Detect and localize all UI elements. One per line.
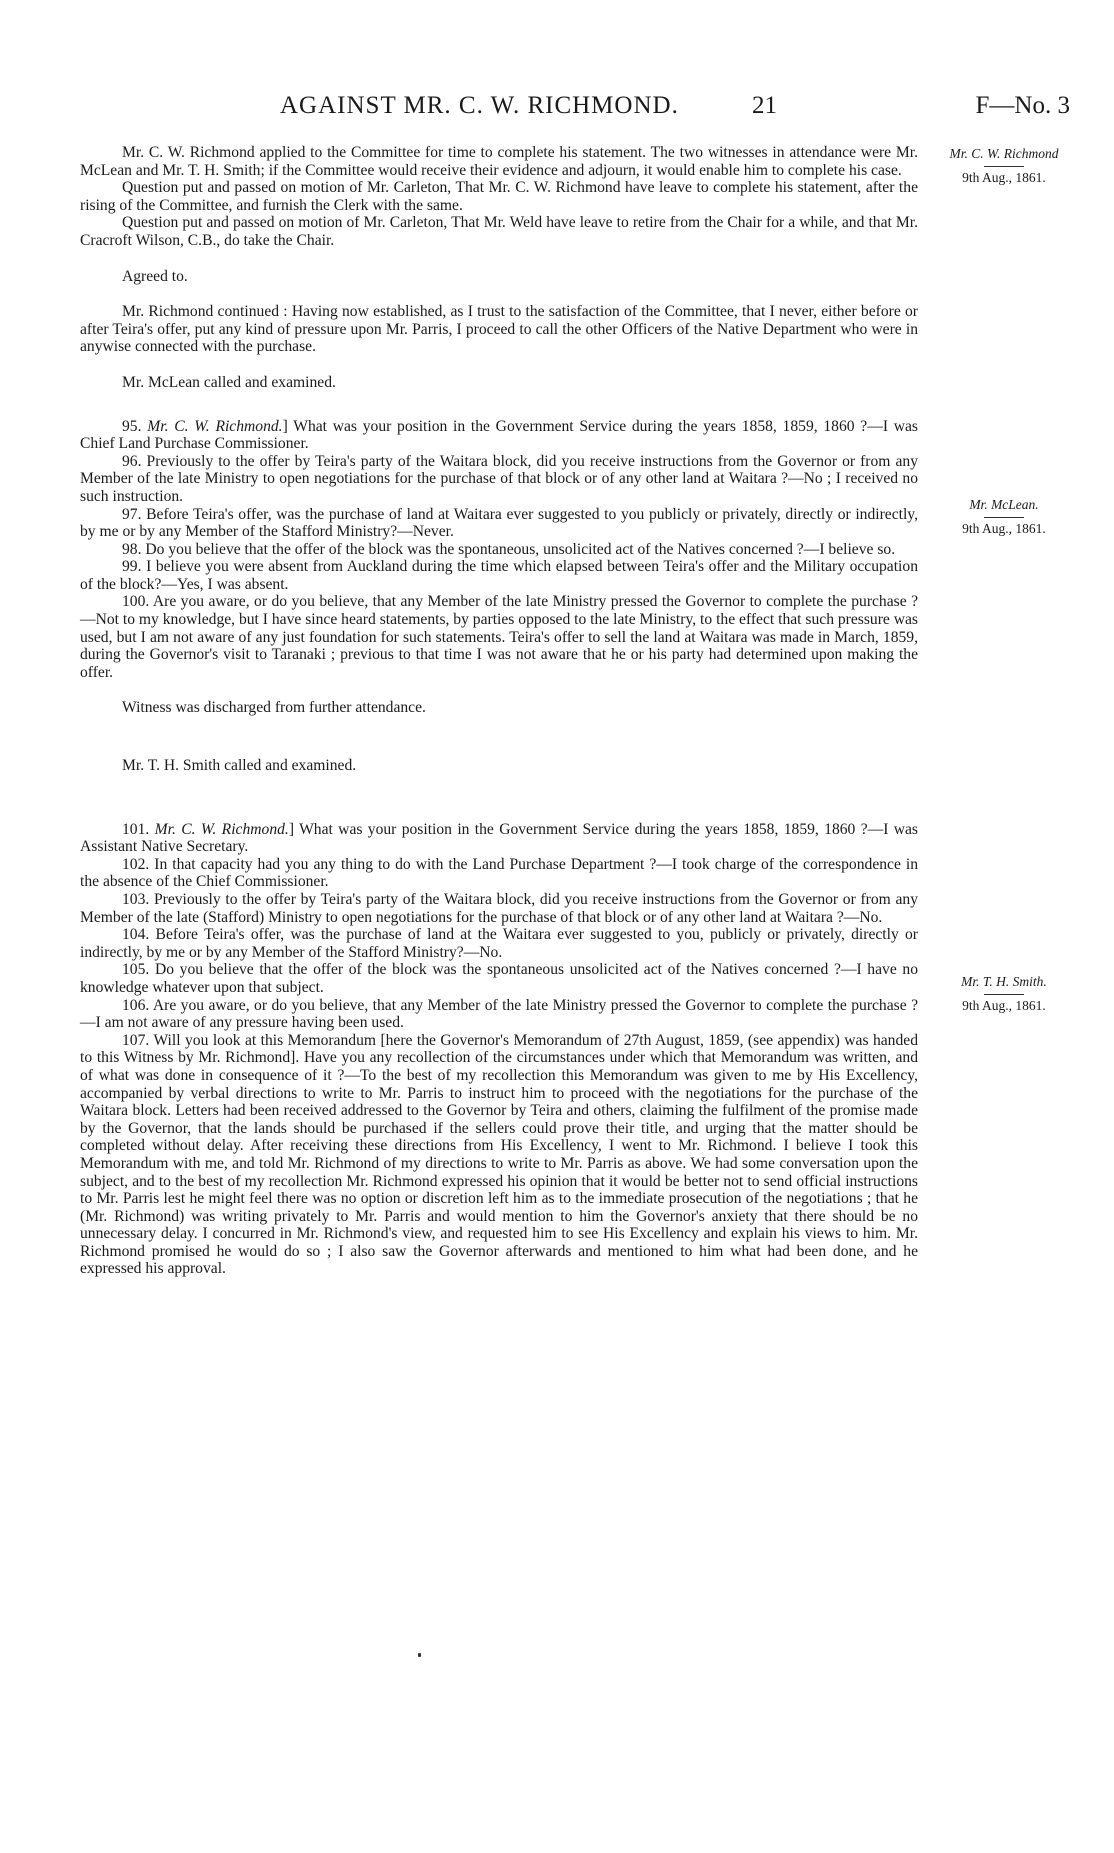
question-105: 105. Do you believe that the offer of the block was the spontaneous unsolicited act of the Natives concerned ?—I have no knowledge whatever upon that subject. bbox=[80, 961, 918, 996]
margin-note-date: 9th Aug., 1861. bbox=[962, 521, 1046, 536]
question-96: 96. Previously to the offer by Teira's party of the Waitara block, did you receive instructions from the Governor or from any Member of the late Ministry to open negotiations for the purchase of that block or of any other land at Waitara ?—No ; I received no such instruction. bbox=[80, 452, 918, 505]
paper-reference: F—No. 3 bbox=[975, 92, 1070, 119]
question-95 bbox=[80, 418, 918, 453]
paragraph-richmond-continued: Mr. Richmond continued : Having now established, as I trust to the satisfaction of the Committee, that I never, either before or after Teira's offer, put any kind of pressure upon Mr. Parris, I proceed to call the other Officers of the Native Department who were in anywise connected with the purchase. bbox=[80, 303, 918, 356]
questioner-name: Mr. C. W. Richmond. bbox=[147, 417, 283, 435]
running-title: AGAINST MR. C. W. RICHMOND. bbox=[280, 92, 679, 119]
margin-note-name: Mr. T. H. Smith. bbox=[961, 974, 1047, 989]
ink-speck bbox=[418, 1653, 421, 1657]
question-99: 99. I believe you were absent from Auckland during the time which elapsed between Teira's offer and the Military occupation of the block?—Yes, I was absent. bbox=[80, 558, 918, 593]
question-101 bbox=[80, 821, 918, 856]
page-header bbox=[80, 92, 1070, 126]
question-100: 100. Are you aware, or do you believe, that any Member of the late Ministry pressed the Governor to complete the purchase ?—Not to my knowledge, but I have since heard statements, by parties opposed to the late Ministry, to the effect that such pressure was used, but I am not aware of any just foundation for such statements. Teira's offer to sell the land at Waitara was made in March, 1859, during the Governor's visit to Taranaki ; previous to that time I was not aware that he or his party had determined upon making the offer. bbox=[80, 593, 918, 681]
margin-note-smith bbox=[930, 974, 1078, 1014]
question-text: ] What was your position in the Government Service during the years 1858, 1859, 1860 ?—I was Chief Land Purchase Commissioner. bbox=[80, 417, 918, 453]
question-97: 97. Before Teira's offer, was the purchase of land at Waitara ever suggested to you publicly or privately, directly or indirectly, by me or by any Member of the Stafford Ministry?—Never. bbox=[80, 505, 918, 541]
margin-note-name: Mr. McLean. bbox=[969, 497, 1039, 512]
margin-note-date: 9th Aug., 1861. bbox=[962, 998, 1046, 1013]
paragraph-motion-statement: Question put and passed on motion of Mr. Carleton, That Mr. C. W. Richmond have leave to complete his statement, after the rising of the Committee, and furnish the Clerk with the same. bbox=[80, 179, 918, 214]
question-98: 98. Do you believe that the offer of the block was the spontaneous, unsolicited act of the Natives concerned ?—I believe so. bbox=[122, 540, 896, 558]
question-106: 106. Are you aware, or do you believe, that any Member of the late Ministry pressed the Governor to complete the purchase ?—I am not aware of any pressure having been used. bbox=[80, 996, 918, 1032]
margin-note-mclean bbox=[930, 497, 1078, 537]
question-text: ] What was your position in the Government Service during the years 1858, 1859, 1860 ?—I was Assistant Native Secretary. bbox=[80, 820, 918, 856]
margin-note-rule bbox=[984, 517, 1024, 518]
margin-note-rule bbox=[984, 166, 1024, 167]
question-107: 107. Will you look at this Memorandum [here the Governor's Memorandum of 27th August, 1859, (see appendix) was handed to this Witness by Mr. Richmond]. Have you any recollection of the circumstances under which that Memorandum was written, and of what was done in consequence of it ?—To the best of my recollection this Memorandum was given to me by His Excellency, accompanied by verbal directions to write to Mr. Parris to instruct him to proceed with the negotiations for the purchase of the Waitara block. Letters had been received addressed to the Governor by Teira and others, claiming the fulfilment of the promise made by the Governor, that the lands should be purchased if the sellers could prove their title, and urging that the matter should be completed without delay. After receiving these directions from His Excellency, I went to Mr. Richmond. I believe I took this Memorandum with me, and told Mr. Richmond of my directions to write to Mr. Parris as above. We had some conversation upon the subject, and to the best of my recollection Mr. Richmond expressed his opinion that it would be better not to send official instructions to Mr. Parris lest he might feel there was no option or discretion left him as to the immediate prosecution of the negotiations ; that he (Mr. Richmond) was writing privately to Mr. Parris and would mention to him the Governor's anxiety that there should be no unnecessary delay. I concurred in Mr. Richmond's view, and requested him to see His Excellency and explain his views to him. Mr. Richmond promised he would do so ; I also saw the Governor afterwards and mentioned to him what had been done, and he expressed his approval. bbox=[80, 1031, 918, 1278]
question-104: 104. Before Teira's offer, was the purchase of land at the Waitara ever suggested to you, publicly or privately, directly or indirectly, by me or by any Member of the Stafford Ministry?—No. bbox=[80, 926, 918, 961]
question-103: 103. Previously to the offer by Teira's party of the Waitara block, did you receive instructions from the Governor or from any Member of the late (Stafford) Ministry to open negotiations for the purchase of that block or of any other land at Waitara ?—No. bbox=[80, 891, 918, 926]
page-number: 21 bbox=[752, 92, 777, 119]
question-number: 95. bbox=[122, 417, 142, 435]
question-number: 101. bbox=[122, 820, 150, 838]
document-body bbox=[80, 144, 918, 1278]
margin-note-richmond bbox=[930, 146, 1078, 186]
margin-note-rule bbox=[984, 994, 1024, 995]
question-102: 102. In that capacity had you any thing to do with the Land Purchase Department ?—I took charge of the correspondence in the absence of the Chief Commissioner. bbox=[80, 855, 918, 891]
margin-note-name: Mr. C. W. Richmond bbox=[949, 146, 1059, 161]
paragraph-motion-chair: Question put and passed on motion of Mr. Carleton, That Mr. Weld have leave to retire from the Chair for a while, and that Mr. Cracroft Wilson, C.B., do take the Chair. bbox=[80, 214, 918, 249]
paragraph-agreed: Agreed to. bbox=[122, 267, 188, 285]
questioner-name: Mr. C. W. Richmond. bbox=[154, 820, 289, 838]
heading-smith-examined: Mr. T. H. Smith called and examined. bbox=[122, 757, 357, 775]
margin-note-date: 9th Aug., 1861. bbox=[962, 170, 1046, 185]
heading-mclean-examined: Mr. McLean called and examined. bbox=[122, 373, 336, 391]
paragraph-witness-discharged: Witness was discharged from further attendance. bbox=[122, 699, 426, 717]
paragraph-richmond-request: Mr. C. W. Richmond applied to the Committee for time to complete his statement. The two witnesses in attendance were Mr. McLean and Mr. T. H. Smith; if the Committee would receive their evidence and adjourn, it would enable him to complete his case. bbox=[80, 144, 918, 179]
